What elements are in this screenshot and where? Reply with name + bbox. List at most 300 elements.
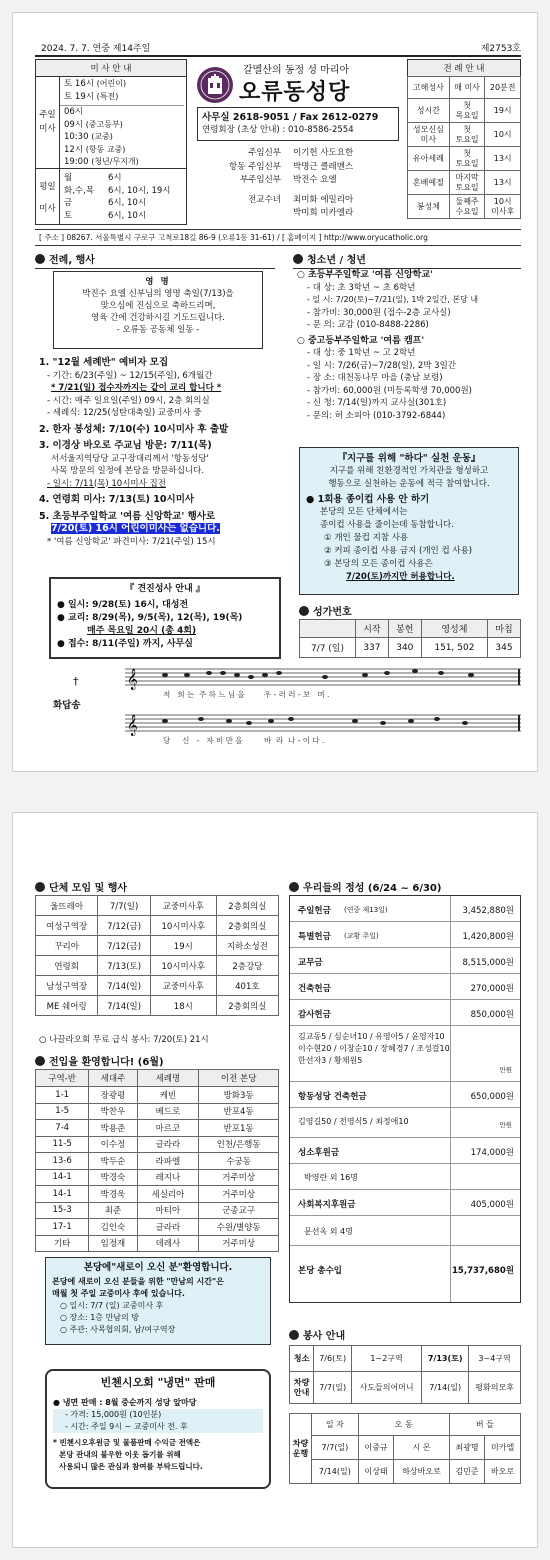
offering-amount: 3,452,880원 [462, 906, 514, 916]
mass-note: (청년/무지개) [91, 157, 139, 166]
duty-date: 7/14(일) [422, 1372, 469, 1404]
event-place: 2층회의실 [216, 996, 278, 1016]
hymn-number: 340 [388, 638, 421, 658]
unit-label: 만원 [499, 1121, 512, 1129]
group-name: 꾸리아 [36, 936, 98, 956]
mass-time: 6시, 10시, 19시 [108, 185, 171, 196]
hymn-header: 영성체 [421, 620, 487, 638]
driving-header: 일 자 [312, 1414, 359, 1436]
group-name: 남성구역장 [36, 976, 98, 996]
treble-clef-icon: 𝄞 [127, 715, 138, 736]
driving-header: 버 들 [449, 1414, 520, 1436]
offering-amount: 8,515,000원 [462, 958, 514, 968]
staff-name: 박미희 미카엘라 [293, 208, 354, 218]
staff-name: 최미화 에밀리아 [293, 194, 354, 205]
thanks-names [290, 1026, 520, 1082]
newcomers-header-row [36, 1070, 279, 1087]
earth-line: 본당의 모든 단체에서는 [320, 507, 408, 517]
group-event-row [36, 996, 279, 1016]
household-head: 박찬우 [89, 1103, 137, 1120]
welcome-item: ○ 일시: 7/7 (일) 교중미사 후 [60, 1301, 164, 1310]
driving-row [290, 1436, 521, 1460]
section-bullet-icon [299, 606, 309, 616]
offering-table [289, 895, 521, 1303]
program-line: - 참가비: 60,000원 (미등록학생 70,000원) [307, 385, 472, 396]
mass-box-title: 미 사 안 내 [36, 60, 186, 77]
mass-day: 토 [64, 210, 73, 221]
newcomers-section-title [35, 1053, 275, 1068]
driver-name: 이중규 [358, 1436, 394, 1460]
service-duty-table [289, 1345, 521, 1404]
parish-info [193, 59, 401, 225]
ceremony-name: 성시간 [408, 99, 450, 123]
ceremony-when: 마지막 토요일 [449, 171, 485, 195]
offering-column-divider [450, 896, 451, 1302]
item-highlight: 7/20(토) 16시 어린이미사는 없습니다. [51, 523, 220, 534]
district: 1-5 [36, 1103, 89, 1120]
driver-baptism: 바오로 [485, 1460, 521, 1484]
baptismal-name: 세실리아 [137, 1186, 199, 1203]
hymn-title-text: 성가번호 [313, 607, 352, 618]
issue-number: 제2753호 [480, 44, 521, 54]
offering-total-amount: 15,737,680원 [452, 1266, 514, 1276]
sunday-mass-label [36, 76, 60, 168]
unit-label: 만원 [499, 1066, 512, 1074]
group-name: 울뜨레아 [36, 896, 98, 916]
offering-total-row [290, 1246, 520, 1302]
household-head: 박두순 [89, 1153, 137, 1170]
district: 11-5 [36, 1136, 89, 1153]
staff-role: 전교수녀 [248, 194, 281, 205]
confirmation-line: 매주 목요일 20시 (총 4회) [87, 626, 197, 636]
ceremony-when: 둘째주 수요일 [449, 195, 485, 219]
offering-row [290, 948, 520, 974]
thanks-line: 김교동5 / 심순녀10 / 유영아5 / 윤영자10 [298, 1032, 445, 1041]
baptismal-name: 베드로 [137, 1103, 199, 1120]
newcomers-title-text: 전입을 환영합니다! (6월) [49, 1057, 164, 1068]
event-place: 2층회의실 [216, 916, 278, 936]
driver-name: 김민준 [449, 1460, 485, 1484]
thanks-line: 이수현20 / 이창순10 / 장혜경7 / 조성걸10 [298, 1044, 450, 1053]
council-phone: 연령회장 (초상 안내) : 010-8586-2554 [202, 125, 354, 135]
baptismal-name: 데레사 [137, 1235, 199, 1252]
mass-time: 12시 [64, 144, 84, 155]
baptismal-name: 마티아 [137, 1202, 199, 1219]
earth-line: 종이컵 사용을 줄이는데 동참합니다. [320, 520, 454, 530]
previous-parish: 반포4동 [199, 1103, 279, 1120]
newcomer-row [36, 1120, 279, 1137]
item-line: 서서울지역당당 교구장대리께서 '항동성당' [51, 453, 209, 464]
baptismal-name: 마르코 [137, 1120, 199, 1137]
mass-times-box [35, 59, 187, 225]
ceremony-time: 20분전 [485, 77, 521, 99]
hymn-header [300, 620, 356, 638]
previous-parish: 거주미상 [199, 1169, 279, 1186]
welcome-box [45, 1257, 271, 1345]
earth-title: 『지구를 위해 "하다" 실천 운동』 [337, 453, 481, 464]
ceremony-table [407, 76, 521, 219]
previous-parish: 수궁동 [199, 1153, 279, 1170]
noodle-line: - 시간: 주일 9시 ~ 교중미사 전. 후 [53, 1421, 263, 1433]
bulletin-page-1 [12, 12, 538, 772]
ceremony-time: 13시 [485, 147, 521, 171]
staff-role: 주임신부 [248, 148, 281, 158]
offering-amount: 174,000원 [470, 1148, 514, 1158]
program-line: - 일 시: 7/20(토)~7/21(일), 1박 2일간, 본당 내 [307, 295, 479, 304]
group-event-row [36, 936, 279, 956]
offering-label: 성소후원금 [298, 1148, 340, 1158]
hymn-header: 봉헌 [388, 620, 421, 638]
hymn-header: 시작 [355, 620, 388, 638]
event-time: 19시 [150, 936, 216, 956]
hymn-number: 151, 502 [421, 638, 487, 658]
feast-box [53, 271, 263, 349]
event-time: 교중미사후 [150, 896, 216, 916]
liturgy-title-text: 전례, 행사 [49, 255, 95, 266]
earth-point: ● 1회용 종이컵 사용 안 하기 [306, 494, 430, 505]
duty-group: 사도들의어머니 [352, 1372, 422, 1404]
earth-rule: ① 개인 물컵 지참 사용 [324, 533, 409, 543]
offering-total-label: 본당 총수입 [298, 1266, 343, 1276]
ceremony-when: 첫 목요일 [449, 99, 485, 123]
item-line: - 일시: 7/11(목) 10시미사 집전 [47, 478, 166, 489]
item-line: - 세례식: 12/25(성탄대축일) 교중미사 중 [47, 408, 202, 418]
confirmation-title: 『 견진성사 안내 』 [125, 584, 205, 594]
group-name: ME 쉐어링 [36, 996, 98, 1016]
section-bullet-icon [35, 882, 45, 892]
offering-row [290, 896, 520, 922]
duty-label: 청소 [290, 1346, 314, 1372]
previous-parish: 방화3동 [199, 1087, 279, 1104]
earth-deadline: 7/20(토)까지만 허용합니다. [346, 572, 455, 582]
newcomer-row [36, 1235, 279, 1252]
mass-note: (중고등부) [85, 119, 123, 129]
welcome-item: ○ 주관: 사목협의회, 남/여구역장 [60, 1325, 176, 1334]
item-title: 4. 연령회 미사: 7/13(토) 10시미사 [39, 494, 195, 505]
ceremony-when: 첫 토요일 [449, 147, 485, 171]
staff-name: 이기헌 사도요한 [293, 148, 354, 158]
program-line: - 참가비: 30,000원 (접수-2층 교사실) [307, 307, 451, 318]
welcome-title: 본당에"새로이 오신 분"환영합니다. [83, 1262, 233, 1273]
hymn-header: 마침 [488, 620, 521, 638]
youth-title-text: 청소년 / 청년 [307, 255, 366, 266]
offering-label: 감사헌금 [298, 1010, 331, 1020]
ceremony-name: 혼배예절 [408, 171, 450, 195]
newcomer-row [36, 1087, 279, 1104]
item-line: - 시간: 매주 일요일(주일) 09시, 2층 회의실 [47, 395, 210, 406]
issue-header [35, 41, 521, 55]
district: 기타 [36, 1235, 89, 1252]
ceremony-row [408, 171, 521, 195]
noodle-line: - 가격: 15,000원 (10인분) [53, 1409, 263, 1421]
offering-row [290, 974, 520, 1000]
confirmation-box [49, 577, 281, 659]
offering-row [290, 1190, 520, 1216]
section-bullet-icon [289, 882, 299, 892]
duty-date: 7/6(토) [314, 1346, 352, 1372]
mass-time: 토 16시 [64, 79, 94, 89]
ceremony-name: 성모신심 미사 [408, 123, 450, 147]
hymn-table [299, 619, 521, 658]
issue-date: 2024. 7. 7. 연중 제14주일 [41, 44, 151, 54]
household-head: 임정재 [89, 1235, 137, 1252]
event-time: 10시미사후 [150, 956, 216, 976]
hymn-number: 337 [355, 638, 388, 658]
section-bullet-icon [289, 1330, 299, 1340]
mass-row [64, 106, 184, 119]
weekday-label-bottom: 미사 [39, 204, 56, 214]
offering-section-title [289, 879, 521, 894]
earth-line: 행동으로 실천하는 운동에 적극 참여합니다. [328, 479, 490, 489]
household-head: 최준 [89, 1202, 137, 1219]
event-date: 7/7(일) [98, 896, 151, 916]
mass-note: (교중) [91, 132, 113, 141]
hymn-date: 7/7 (일) [300, 638, 356, 658]
ceremony-time: 10시 [485, 123, 521, 147]
item-title: 3. 이경상 바오로 주교님 방문: 7/11(목) [39, 440, 212, 451]
welcome-line: 본당에 새로이 오신 분들을 위한 "만남의 시간"은 [52, 1277, 224, 1286]
hymn-row [300, 638, 521, 658]
duty-group: 3~4구역 [469, 1346, 521, 1372]
office-phone: 사무실 2618-9051 / Fax 2612-0279 [202, 112, 379, 123]
feast-line: - 오류동 공동체 일동 - [116, 325, 200, 335]
previous-parish: 거주미상 [199, 1186, 279, 1203]
confirmation-line: ● 교리: 8/29(목), 9/5(목), 12(목), 19(목) [57, 613, 243, 623]
offering-row [290, 1082, 520, 1108]
item-line: - 기간: 6/23(주일) ~ 12/15(주일), 6개월간 [47, 370, 213, 381]
item-title: 2. 한자 봉성체: 7/10(수) 10시미사 후 출발 [39, 423, 229, 435]
mass-day: 금 [64, 198, 73, 208]
driver-baptism: 시 몬 [394, 1436, 449, 1460]
feast-line: 맞으심에 진심으로 축하드리며, [100, 301, 216, 311]
newcomer-row [36, 1202, 279, 1219]
noodle-note: 본당 관내의 불우한 이웃 돕기를 위해 [59, 1450, 181, 1459]
offering-amount: 405,000원 [470, 1200, 514, 1210]
feast-line: 박진수 요엘 신부님의 영명 축일(7/13)을 [82, 289, 234, 299]
header-rule [35, 55, 521, 57]
household-head: 박용준 [89, 1120, 137, 1137]
sunday-label-top: 주일 [39, 110, 56, 120]
saint-names: 박영란 외 16명 [290, 1164, 520, 1190]
group-event-row [36, 976, 279, 996]
earth-rule: ③ 본당의 모든 종이컵 사용은 [324, 559, 433, 569]
event-date: 7/12(금) [98, 916, 151, 936]
noodle-title: 빈첸시오회 "냉면" 판매 [100, 1376, 216, 1389]
mass-time: 09시 [64, 119, 84, 130]
service-section-title [289, 1327, 521, 1342]
build-names-text: 김영길50 / 전영식5 / 최정애10 [298, 1117, 409, 1126]
district: 14-1 [36, 1169, 89, 1186]
feast-title: 영 명 [145, 277, 171, 287]
event-time: 18시 [150, 996, 216, 1016]
ceremony-box-title: 전 례 안 내 [407, 59, 521, 76]
staff-list [197, 147, 399, 221]
liturgy-section-title [35, 251, 275, 269]
driving-header-row [290, 1414, 521, 1436]
noodle-sale-box [45, 1369, 271, 1489]
bulletin-page-2 [12, 812, 538, 1548]
offering-label: 교무금 [298, 958, 323, 968]
program-line: - 장 소: 대천동나무 마을 (충남 보령) [307, 373, 443, 383]
program-line: - 문 의: 교감 (010-8488-2286) [307, 320, 429, 330]
parish-logo-icon [195, 65, 235, 105]
mass-note: (항동 교중) [85, 144, 126, 154]
event-date: 7/14(일) [98, 996, 151, 1016]
weekday-mass-label [36, 168, 60, 224]
district: 7-4 [36, 1120, 89, 1137]
groups-table [35, 895, 279, 1016]
ceremony-name: 봉성체 [408, 195, 450, 219]
ceremony-row [408, 99, 521, 123]
district: 17-1 [36, 1219, 89, 1236]
offering-label: 특별헌금 [298, 932, 331, 942]
duty-label: 차량 운행 [290, 1414, 312, 1484]
ceremony-time: 19시 [485, 99, 521, 123]
driver-baptism: 하상바오로 [394, 1460, 449, 1484]
offering-label: 항동성당 건축헌금 [298, 1092, 367, 1102]
previous-parish: 수원/별양동 [199, 1219, 279, 1236]
program-title: ○ 중고등부주일학교 '여름 캠프' [297, 335, 425, 346]
baptismal-name: 케빈 [137, 1087, 199, 1104]
newcomer-row [36, 1153, 279, 1170]
newcomer-row [36, 1103, 279, 1120]
car-driving-table [289, 1413, 521, 1484]
parish-name: 오류동성당 [239, 80, 351, 105]
ceremony-name: 고해성사 [408, 77, 450, 99]
newcomers-header: 세대주 [89, 1070, 137, 1087]
event-place: 지하소성전 [216, 936, 278, 956]
program-line: - 문의: 허 소피아 (010-3792-6844) [307, 410, 446, 421]
household-head: 장광평 [89, 1087, 137, 1104]
staff-name: 박명근 클레멘스 [293, 161, 354, 172]
item-line: 사목 방문의 일정에 본당을 방문하십니다. [51, 466, 205, 476]
mass-day: 화,수,목 [64, 185, 95, 196]
district: 13-6 [36, 1153, 89, 1170]
district: 15-3 [36, 1202, 89, 1219]
noodle-line: ● 냉면 판매 : 8월 중순까지 성당 앞마당 [53, 1398, 197, 1407]
program-line: - 신 청: 7/14(일)까지 교사실(301호) [307, 398, 447, 408]
district: 1-1 [36, 1087, 89, 1104]
ceremony-row [408, 195, 521, 219]
build-names [290, 1108, 520, 1138]
program-line: - 대 상: 중 1학년 ~ 고 2학년 [307, 348, 416, 358]
event-place: 2층강당 [216, 956, 278, 976]
section-bullet-icon [35, 254, 45, 264]
mass-note: (특전) [96, 91, 119, 101]
offering-label: 사회복지후원금 [298, 1200, 356, 1210]
ceremony-row [408, 147, 521, 171]
mass-time: 19:00 [64, 157, 89, 167]
weekday-label-top: 평일 [39, 182, 56, 192]
driving-header: 오 동 [358, 1414, 449, 1436]
offering-sub: (교황 주일) [344, 932, 379, 940]
earth-campaign-box [299, 447, 519, 595]
mass-note: (어린이) [96, 79, 127, 88]
offering-row [290, 1000, 520, 1026]
parish-contact-box [197, 107, 399, 141]
mass-day: 월 [64, 173, 73, 183]
sunday-mass-list [64, 78, 184, 169]
previous-parish: 거주미상 [199, 1235, 279, 1252]
event-time: 교중미사후 [150, 976, 216, 996]
newcomer-row [36, 1219, 279, 1236]
offering-row [290, 1138, 520, 1164]
offering-label: 건축헌금 [298, 984, 331, 994]
group-event-row [36, 956, 279, 976]
thanks-line: 한선자3 / 황채원5 [298, 1056, 363, 1065]
mass-row [64, 119, 184, 132]
item-line: * 7/21(일) 접수자까지는 같이 교리 합니다 * [51, 383, 222, 393]
ceremony-when: 첫 토요일 [449, 123, 485, 147]
newcomers-header: 세례명 [137, 1070, 199, 1087]
ceremony-row [408, 123, 521, 147]
ceremony-time: 10시 미사후 [485, 195, 521, 219]
mass-time: 6시 [108, 173, 122, 183]
ceremony-row [408, 77, 521, 99]
mass-time: 6시, 10시 [108, 210, 147, 221]
welcome-line: 매월 첫 주일 교중미사 후에 있습니다. [52, 1289, 185, 1298]
offering-title-text: 우리들의 정성 (6/24 ~ 6/30) [303, 883, 442, 894]
duty-date: 7/7(일) [314, 1372, 352, 1404]
offering-amount: 270,000원 [470, 984, 514, 994]
newcomers-header: 구역-반 [36, 1070, 89, 1087]
household-head: 김인숙 [89, 1219, 137, 1236]
duty-group: 1~2구역 [352, 1346, 422, 1372]
driver-name: 이상태 [358, 1460, 394, 1484]
offering-label: 주일헌금 [298, 906, 331, 916]
earth-line: 지구를 위해 친환경적인 가치관을 형성하고 [329, 466, 489, 476]
event-place: 401호 [216, 976, 278, 996]
volunteer-note: ○ 나끌라오회 무료 급식 봉사: 7/20(토) 21시 [39, 1035, 209, 1045]
youth-section-title [293, 251, 521, 269]
duty-label: 차량 안내 [290, 1372, 314, 1404]
cleaning-row [290, 1346, 521, 1372]
offering-amount: 850,000원 [470, 1010, 514, 1020]
driver-name: 최광명 [449, 1436, 485, 1460]
cross-icon: † [73, 675, 79, 688]
noodle-note: * 빈첸시오후원금 및 물품판매 수익금 전액은 [53, 1438, 201, 1447]
offering-amount: 650,000원 [470, 1092, 514, 1102]
sunday-label-bottom: 미사 [39, 124, 56, 134]
chant-label: 화답송 [53, 700, 81, 711]
group-name: 여성구역장 [36, 916, 98, 936]
mass-row [64, 131, 184, 144]
earth-rule: ② 커피 종이컵 사용 금지 (개인 컵 사용) [324, 546, 473, 556]
mass-row [64, 91, 184, 104]
newcomers-header: 이전 본당 [199, 1070, 279, 1087]
mass-row [64, 144, 184, 157]
staff-name: 박진수 요엘 [293, 175, 337, 185]
item-line: * '여름 신앙학교' 파견미사: 7/21(주일) 15시 [47, 536, 216, 547]
youth-programs [297, 269, 523, 422]
item-title: 1. "12월 세례반" 예비자 모집 [39, 357, 169, 368]
groups-title-text: 단체 모임 및 행사 [49, 883, 128, 894]
household-head: 박경숙 [89, 1169, 137, 1186]
feast-line: 영육 간에 건강하시길 기도드립니다. [91, 313, 225, 323]
groups-section-title [35, 879, 275, 894]
group-event-row [36, 916, 279, 936]
ceremony-box [407, 59, 521, 219]
event-date: 7/14(일) [98, 976, 151, 996]
newcomer-row [36, 1136, 279, 1153]
mass-time: 10:30 [64, 132, 89, 142]
driving-date: 7/7(일) [312, 1436, 359, 1460]
offering-row [290, 922, 520, 948]
baptismal-name: 글라라 [137, 1219, 199, 1236]
duty-group: 평화의모후 [469, 1372, 521, 1404]
mass-row [64, 156, 184, 169]
item-title: 5. 초등부주일학교 '여름 신앙학교' 행사로 [39, 510, 216, 522]
